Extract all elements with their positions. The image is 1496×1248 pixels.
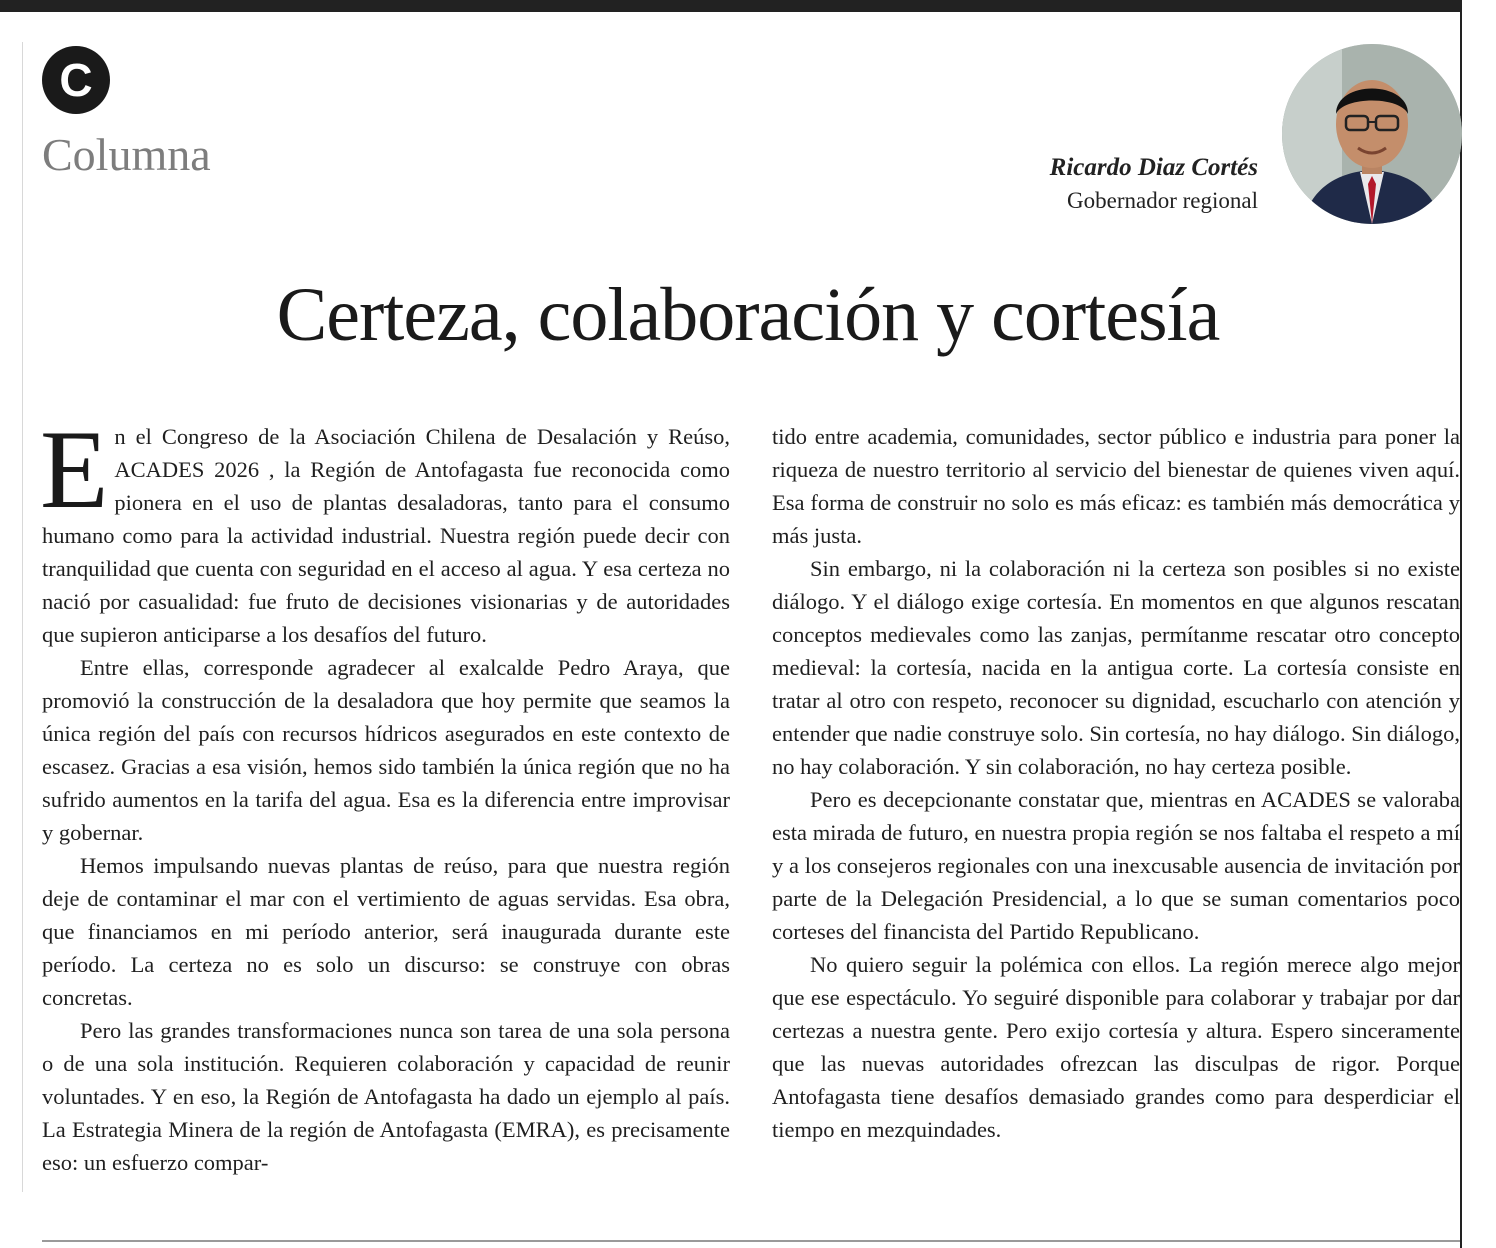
article-column-left	[40, 408, 730, 1179]
headline: Certeza, colaboración y cortesía	[276, 273, 1220, 357]
paragraph: Hemos impulsando nuevas plantas de reúso, para que nuestra región deje de contaminar el mar con el vertimiento de aguas servidas. Esa obra, que financiamos en mi período anterior, será inaugurada durante este período. La certeza no es solo un discurso: se construye con obras concretas.	[42, 853, 730, 1010]
paragraph: Sin embargo, ni la colaboración ni la certeza son posibles si no existe diálogo. Y el diálogo exige cortesía. En momentos en que algunos rescatan conceptos medievales como las zanjas, permítanme rescatar otro concepto medieval: la cortesía, nacida en la antigua corte. La cortesía consiste en tratar al otro con respeto, reconocer su dignidad, escucharlo con atención y entender que nadie construye solo. Sin cortesía, no hay diálogo. Sin diálogo, no hay colaboración. Y sin colaboración, no hay certeza posible.	[772, 556, 1460, 779]
right-rule	[1460, 0, 1462, 1248]
paragraph: Pero las grandes transformaciones nunca son tarea de una sola persona o de una sola institución. Requieren colaboración y capacidad de reunir voluntades. Y en eso, la Región de Antofagasta ha dado un ejemplo al país. La Estrategia Minera de la región de Antofagasta (EMRA), es precisamente eso: un esfuerzo compar-	[42, 1018, 730, 1175]
article-body	[40, 408, 1460, 1220]
section-badge-letter: C	[59, 54, 93, 106]
section-badge	[42, 46, 110, 114]
author-byline	[1050, 154, 1258, 214]
paragraph: Pero es decepcionante constatar que, mientras en ACADES se valoraba esta mirada de futuro, en nuestra propia región se nos faltaba el respeto a mí y a los consejeros regionales con una inexcusable ausencia de invitación por parte de la Delegación Presidencial, a lo que se suman comentarios poco corteses del financista del Partido Republicano.	[772, 787, 1460, 944]
paragraph-text: n el Congreso de la Asociación Chilena de Desalación y Reúso, ACADES 2026 , la Región de Antofagasta fue reconocida como pionera en el uso de plantas desaladoras, tanto para el consumo humano como para la actividad industrial. Nuestra región puede decir con tranquilidad que cuenta con seguridad en el acceso al agua. Y esa certeza no nació por casualidad: fue fruto de decisiones visionarias y de autoridades que supieron anticiparse a los desafíos del futuro.	[42, 424, 730, 647]
paragraph	[40, 408, 730, 651]
author-role: Gobernador regional	[1067, 188, 1258, 213]
paragraph: Entre ellas, corresponde agradecer al exalcalde Pedro Araya, que promovió la construcción de la desaladora que hoy permite que seamos la única región del país con recursos hídricos asegurados en este contexto de escasez. Gracias a esa visión, hemos sido también la única región que no ha sufrido aumentos en la tarifa del agua. Esa es la diferencia entre improvisar y gobernar.	[42, 655, 730, 845]
author-name: Ricardo Diaz Cortés	[1049, 154, 1258, 181]
paragraph: No quiero seguir la polémica con ellos. La región merece algo mejor que ese espectáculo. Yo seguiré disponible para colaborar y trabajar por dar certezas a nuestra gente. Pero exijo cortesía y altura. Espero sinceramente que las nuevas autoridades ofrezcan las disculpas de rigor. Porque Antofagasta tiene desafíos demasiado grandes como para desperdiciar el tiempo en mezquindades.	[772, 952, 1460, 1142]
drop-cap: E	[40, 408, 109, 532]
section-name: Columna	[42, 129, 211, 180]
article-column-right	[772, 420, 1460, 1146]
left-rule	[22, 42, 23, 1192]
author-portrait-illustration	[1282, 44, 1462, 224]
top-bar	[0, 0, 1462, 12]
author-photo	[1282, 44, 1462, 224]
bottom-rule	[42, 1240, 1460, 1242]
paragraph: tido entre academia, comunidades, sector público e industria para poner la riqueza de nuestro territorio al servicio del bienestar de quienes viven aquí. Esa forma de construir no solo es más eficaz: es también más democrática y más justa.	[772, 424, 1460, 548]
